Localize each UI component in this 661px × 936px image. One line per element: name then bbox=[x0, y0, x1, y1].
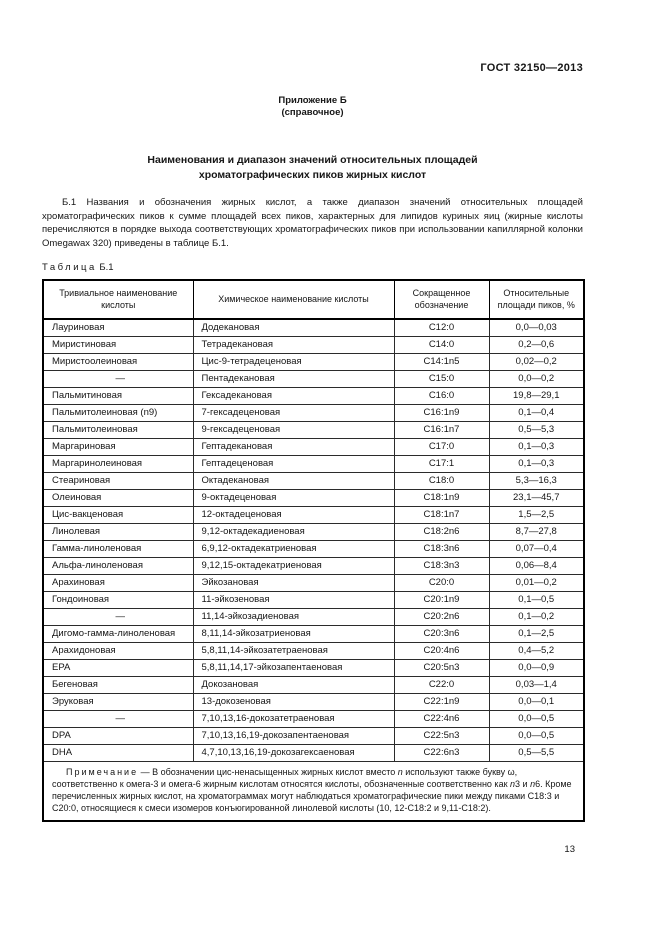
cell-trivial-name: Миристиновая bbox=[43, 337, 193, 354]
table-row bbox=[43, 592, 584, 609]
cell-trivial-name: Стеариновая bbox=[43, 473, 193, 490]
cell-chemical-name: 12-октадеценовая bbox=[193, 507, 394, 524]
table-row bbox=[43, 558, 584, 575]
annex-block bbox=[42, 95, 583, 119]
page-title bbox=[42, 153, 583, 183]
cell-chemical-name: Гептадекановая bbox=[193, 439, 394, 456]
cell-trivial-name: Пальмитиновая bbox=[43, 388, 193, 405]
table-row bbox=[43, 575, 584, 592]
cell-trivial-name: — bbox=[43, 711, 193, 728]
note-italic-n3: n bbox=[530, 779, 536, 789]
cell-chemical-name: Октадекановая bbox=[193, 473, 394, 490]
table-row bbox=[43, 319, 584, 337]
cell-chemical-name: 9,12-октадекадиеновая bbox=[193, 524, 394, 541]
cell-trivial-name: Пальмитолеиновая (n9) bbox=[43, 405, 193, 422]
cell-abbreviation: C18:0 bbox=[394, 473, 489, 490]
cell-peak-area: 23,1—45,7 bbox=[489, 490, 584, 507]
cell-trivial-name: Маргаринолеиновая bbox=[43, 456, 193, 473]
page-content bbox=[42, 0, 583, 855]
cell-chemical-name: Додекановая bbox=[193, 319, 394, 337]
cell-trivial-name: Эруковая bbox=[43, 694, 193, 711]
cell-trivial-name: Маргариновая bbox=[43, 439, 193, 456]
cell-chemical-name: 7-гексадеценовая bbox=[193, 405, 394, 422]
table-row bbox=[43, 354, 584, 371]
table-note bbox=[43, 762, 584, 822]
cell-chemical-name: Гексадекановая bbox=[193, 388, 394, 405]
cell-peak-area: 0,02—0,2 bbox=[489, 354, 584, 371]
table-caption bbox=[42, 262, 583, 274]
cell-peak-area: 0,0—0,5 bbox=[489, 728, 584, 745]
cell-peak-area: 0,0—0,1 bbox=[489, 694, 584, 711]
table-row bbox=[43, 473, 584, 490]
cell-chemical-name: 7,10,13,16,19-докозапентаеновая bbox=[193, 728, 394, 745]
cell-abbreviation: C14:0 bbox=[394, 337, 489, 354]
table-row bbox=[43, 643, 584, 660]
cell-abbreviation: C18:2n6 bbox=[394, 524, 489, 541]
cell-peak-area: 0,0—0,2 bbox=[489, 371, 584, 388]
note-text-1: — В обозначении цис-ненасыщенных жирных кислот вместо bbox=[138, 767, 398, 777]
table-row bbox=[43, 507, 584, 524]
table-row bbox=[43, 694, 584, 711]
table-row bbox=[43, 405, 584, 422]
page-number: 13 bbox=[564, 844, 575, 855]
cell-trivial-name: Дигомо-гамма-линоленовая bbox=[43, 626, 193, 643]
table-row bbox=[43, 524, 584, 541]
cell-chemical-name: 5,8,11,14,17-эйкозапентаеновая bbox=[193, 660, 394, 677]
cell-peak-area: 0,0—0,03 bbox=[489, 319, 584, 337]
fatty-acids-table bbox=[42, 279, 585, 822]
cell-peak-area: 8,7—27,8 bbox=[489, 524, 584, 541]
table-row bbox=[43, 337, 584, 354]
col-header-chemical-name: Химическое наименование кислоты bbox=[193, 280, 394, 319]
table-row bbox=[43, 490, 584, 507]
table-row bbox=[43, 711, 584, 728]
cell-chemical-name: Тетрадекановая bbox=[193, 337, 394, 354]
table-row bbox=[43, 388, 584, 405]
cell-peak-area: 0,07—0,4 bbox=[489, 541, 584, 558]
cell-peak-area: 0,03—1,4 bbox=[489, 677, 584, 694]
cell-trivial-name: Пальмитолеиновая bbox=[43, 422, 193, 439]
table-row bbox=[43, 745, 584, 762]
cell-trivial-name: — bbox=[43, 609, 193, 626]
cell-peak-area: 0,5—5,5 bbox=[489, 745, 584, 762]
table-body bbox=[43, 319, 584, 762]
table-header bbox=[43, 280, 584, 319]
table-row bbox=[43, 456, 584, 473]
cell-chemical-name: 9-гексадеценовая bbox=[193, 422, 394, 439]
cell-peak-area: 0,1—0,5 bbox=[489, 592, 584, 609]
table-row bbox=[43, 371, 584, 388]
cell-peak-area: 0,5—5,3 bbox=[489, 422, 584, 439]
table-row bbox=[43, 626, 584, 643]
cell-peak-area: 1,5—2,5 bbox=[489, 507, 584, 524]
cell-trivial-name: Бегеновая bbox=[43, 677, 193, 694]
cell-trivial-name: Олеиновая bbox=[43, 490, 193, 507]
cell-abbreviation: C20:4n6 bbox=[394, 643, 489, 660]
annex-type: (справочное) bbox=[281, 107, 344, 118]
page-title-line1: Наименования и диапазон значений относительных площадей bbox=[147, 154, 478, 166]
cell-abbreviation: C12:0 bbox=[394, 319, 489, 337]
cell-chemical-name: 4,7,10,13,16,19-докозагексаеновая bbox=[193, 745, 394, 762]
cell-chemical-name: 7,10,13,16-докозатетраеновая bbox=[193, 711, 394, 728]
cell-abbreviation: C18:1n9 bbox=[394, 490, 489, 507]
cell-abbreviation: C14:1n5 bbox=[394, 354, 489, 371]
cell-abbreviation: C20:0 bbox=[394, 575, 489, 592]
cell-abbreviation: C17:1 bbox=[394, 456, 489, 473]
col-header-abbreviation: Сокращенное обозначение bbox=[394, 280, 489, 319]
cell-trivial-name: Лауриновая bbox=[43, 319, 193, 337]
table-row bbox=[43, 660, 584, 677]
table-row bbox=[43, 422, 584, 439]
cell-trivial-name: Линолевая bbox=[43, 524, 193, 541]
cell-abbreviation: C16:0 bbox=[394, 388, 489, 405]
cell-trivial-name: Арахидоновая bbox=[43, 643, 193, 660]
doc-number: ГОСТ 32150—2013 bbox=[480, 62, 583, 74]
cell-trivial-name: Цис-вакценовая bbox=[43, 507, 193, 524]
cell-chemical-name: Пентадекановая bbox=[193, 371, 394, 388]
cell-chemical-name: 11,14-эйкозадиеновая bbox=[193, 609, 394, 626]
cell-chemical-name: 6,9,12-октадекатриеновая bbox=[193, 541, 394, 558]
cell-peak-area: 0,01—0,2 bbox=[489, 575, 584, 592]
cell-peak-area: 0,0—0,5 bbox=[489, 711, 584, 728]
table-header-row bbox=[43, 280, 584, 319]
table-caption-number: Б.1 bbox=[99, 262, 114, 273]
note-text-4: 6. Кроме перечисленных жирных кислот, на хроматограммах могут наблюдаться хроматографические пики между пиками С18:3 и С20:0, относящиеся к смеси изомеров конъюгированной линолевой кислоты (10, 12-С18:2 и 9,11-С18:2). bbox=[52, 779, 572, 813]
cell-abbreviation: C18:3n3 bbox=[394, 558, 489, 575]
cell-peak-area: 0,1—0,3 bbox=[489, 439, 584, 456]
note-italic-n1: n bbox=[397, 767, 403, 777]
cell-chemical-name: 9,12,15-октадекатриеновая bbox=[193, 558, 394, 575]
table-caption-word: Таблица bbox=[42, 262, 97, 273]
table-note-row bbox=[43, 762, 584, 822]
annex-label: Приложение Б bbox=[278, 95, 347, 106]
cell-peak-area: 0,1—0,4 bbox=[489, 405, 584, 422]
cell-trivial-name: EPA bbox=[43, 660, 193, 677]
cell-peak-area: 0,1—0,3 bbox=[489, 456, 584, 473]
cell-trivial-name: Миристоолеиновая bbox=[43, 354, 193, 371]
cell-abbreviation: C20:5n3 bbox=[394, 660, 489, 677]
cell-trivial-name: DHA bbox=[43, 745, 193, 762]
cell-abbreviation: C22:6n3 bbox=[394, 745, 489, 762]
cell-abbreviation: C18:1n7 bbox=[394, 507, 489, 524]
cell-abbreviation: C20:1n9 bbox=[394, 592, 489, 609]
cell-peak-area: 0,06—8,4 bbox=[489, 558, 584, 575]
cell-chemical-name: Докозановая bbox=[193, 677, 394, 694]
page-title-line2: хроматографических пиков жирных кислот bbox=[198, 169, 427, 181]
cell-abbreviation: C20:2n6 bbox=[394, 609, 489, 626]
cell-chemical-name: Гептадеценовая bbox=[193, 456, 394, 473]
cell-chemical-name: 5,8,11,14-эйкозатетраеновая bbox=[193, 643, 394, 660]
cell-chemical-name: 9-октадеценовая bbox=[193, 490, 394, 507]
cell-chemical-name: 8,11,14-эйкозатриеновая bbox=[193, 626, 394, 643]
cell-peak-area: 19,8—29,1 bbox=[489, 388, 584, 405]
table-row bbox=[43, 439, 584, 456]
cell-trivial-name: Гамма-линоленовая bbox=[43, 541, 193, 558]
col-header-trivial-name: Тривиальное наименование кислоты bbox=[43, 280, 193, 319]
table-row bbox=[43, 541, 584, 558]
cell-abbreviation: C16:1n9 bbox=[394, 405, 489, 422]
cell-peak-area: 5,3—16,3 bbox=[489, 473, 584, 490]
cell-trivial-name: Альфа-линоленовая bbox=[43, 558, 193, 575]
cell-abbreviation: C22:1n9 bbox=[394, 694, 489, 711]
cell-trivial-name: Арахиновая bbox=[43, 575, 193, 592]
cell-peak-area: 0,1—0,2 bbox=[489, 609, 584, 626]
note-text-3: 3 и bbox=[515, 779, 531, 789]
cell-abbreviation: C20:3n6 bbox=[394, 626, 489, 643]
cell-peak-area: 0,4—5,2 bbox=[489, 643, 584, 660]
note-italic-n2: n bbox=[510, 779, 516, 789]
cell-abbreviation: C16:1n7 bbox=[394, 422, 489, 439]
intro-paragraph: Б.1 Названия и обозначения жирных кислот, а также диапазон значений относительных площадей хроматографических пиков к сумме площадей всех пиков, характерных для липидов куриных яиц (жирные кислоты перечисляются в порядке выхода соответствующих хроматографических пиков при использовании капиллярной колонки Omegawax 320) приведены в таблице Б.1. bbox=[42, 197, 583, 249]
cell-chemical-name: 13-докозеновая bbox=[193, 694, 394, 711]
cell-abbreviation: C22:5n3 bbox=[394, 728, 489, 745]
note-text-2: используют также букву ω, соответственно к омега-3 и омега-6 жирным кислотам относятся кислоты, обозначенные соответственно как bbox=[52, 767, 518, 789]
cell-trivial-name: — bbox=[43, 371, 193, 388]
cell-chemical-name: Цис-9-тетрадеценовая bbox=[193, 354, 394, 371]
cell-chemical-name: Эйкозановая bbox=[193, 575, 394, 592]
cell-trivial-name: DPA bbox=[43, 728, 193, 745]
cell-abbreviation: C18:3n6 bbox=[394, 541, 489, 558]
cell-abbreviation: C22:4n6 bbox=[394, 711, 489, 728]
cell-peak-area: 0,2—0,6 bbox=[489, 337, 584, 354]
note-label: Примечание bbox=[66, 767, 139, 777]
cell-abbreviation: C22:0 bbox=[394, 677, 489, 694]
cell-chemical-name: 11-эйкозеновая bbox=[193, 592, 394, 609]
table-row bbox=[43, 677, 584, 694]
table-footer bbox=[43, 762, 584, 822]
table-row bbox=[43, 728, 584, 745]
table-row bbox=[43, 609, 584, 626]
cell-trivial-name: Гондоиновая bbox=[43, 592, 193, 609]
col-header-peak-area: Относительные площади пиков, % bbox=[489, 280, 584, 319]
cell-peak-area: 0,1—2,5 bbox=[489, 626, 584, 643]
cell-peak-area: 0,0—0,9 bbox=[489, 660, 584, 677]
cell-abbreviation: C17:0 bbox=[394, 439, 489, 456]
cell-abbreviation: C15:0 bbox=[394, 371, 489, 388]
